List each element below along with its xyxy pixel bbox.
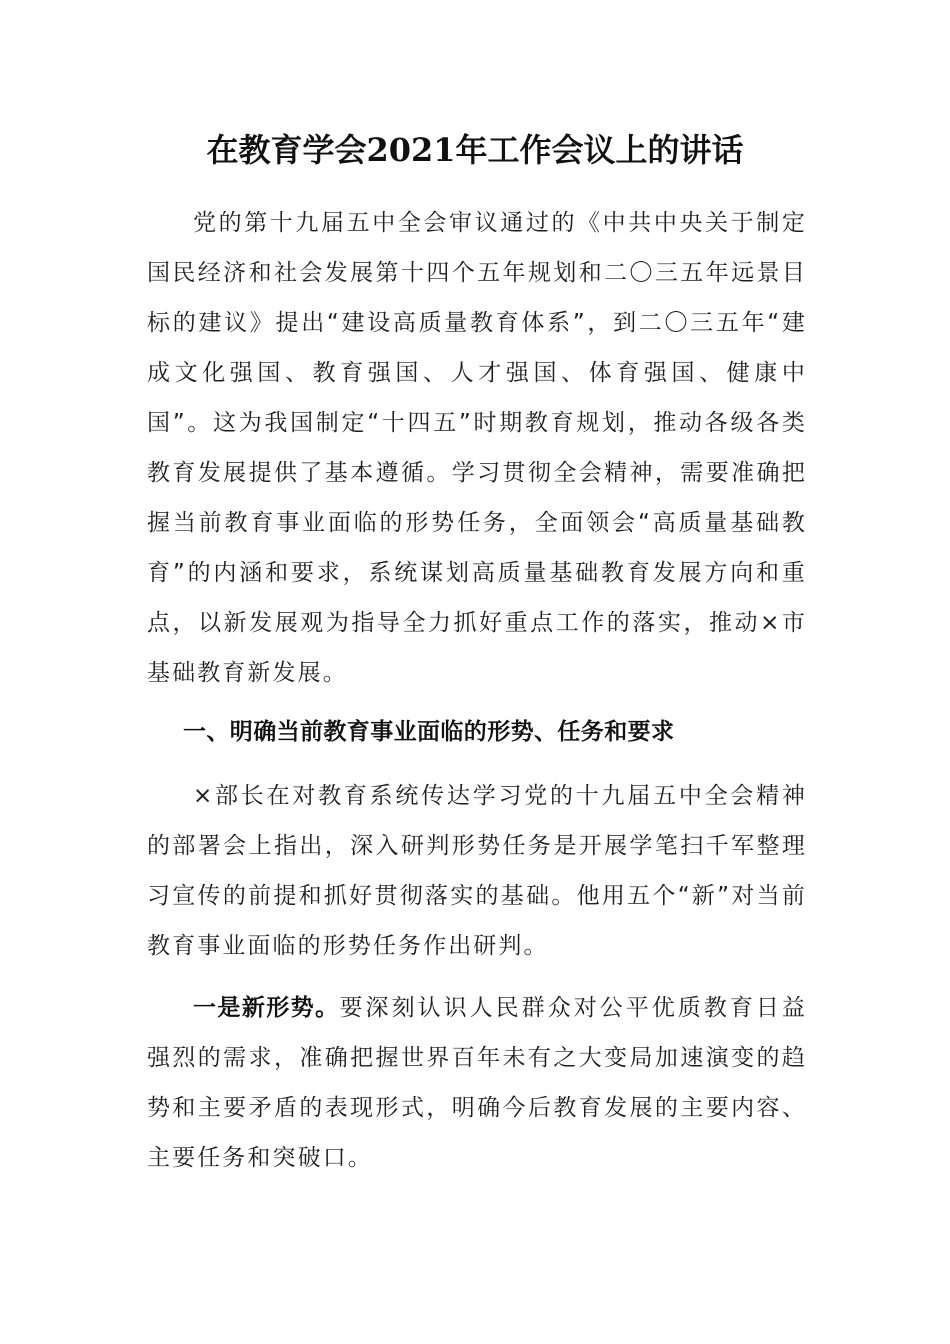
section-paragraph: ×部长在对教育系统传达学习党的十九届五中全会精神的部署会上指出，深入研判形势任务是开展学笔扫千军整理习宣传的前提和抓好贯彻落实的基础。他用五个“新”对当前教育事业面临的形势任务作出研判。 <box>147 783 807 959</box>
intro-paragraph: 党的第十九届五中全会审议通过的《中共中央关于制定国民经济和社会发展第十四个五年规划和二〇三五年远景目标的建议》提出“建设高质量教育体系”，到二〇三五年“建成文化强国、教育强国、人才强国、体育强国、健康中国”。这为我国制定“十四五”时期教育规划，推动各级各类教育发展提供了基本遵循。学习贯彻全会精神，需要准确把握当前教育事业面临的形势任务，全面领会“高质量基础教育”的内涵和要求，系统谋划高质量基础教育发展方向和重点，以新发展观为指导全力抓好重点工作的落实，推动×市基础教育新发展。 <box>147 210 807 686</box>
point-lead: 一是新形势。 <box>193 995 340 1021</box>
point-paragraph <box>147 983 807 1183</box>
section-heading: 一、明确当前教育事业面临的形势、任务和要求 <box>183 719 675 745</box>
point-body: 要深刻认识人民群众对公平优质教育日益强烈的需求，准确把握世界百年未有之大变局加速演变的趋势和主要矛盾的表现形式，明确今后教育发展的主要内容、主要任务和突破口。 <box>147 995 807 1171</box>
document-title: 在教育学会2021年工作会议上的讲话 <box>206 131 744 169</box>
